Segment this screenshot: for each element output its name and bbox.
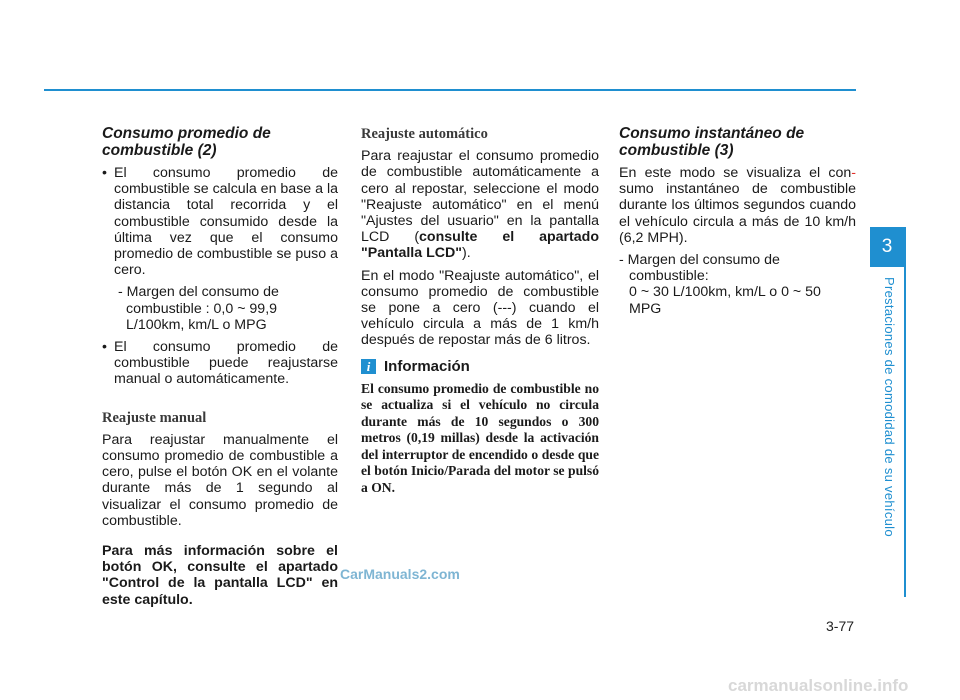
section-heading-average: Consumo promedio de combustible (2)	[102, 125, 271, 159]
chapter-rule	[904, 227, 906, 597]
auto-reset-text: Para reajustar el consumo promedio de combustible automáticamente a cero al repostar, seleccione el modo "Reajuste automático" en el menú "Ajustes del usuario" en la pantalla LCD (consulte el apartado "Pantalla LCD").	[361, 148, 599, 262]
bullet-reset-modes: • El consumo promedio de combustible puede reajustarse manual o automáticamente.	[102, 339, 338, 388]
auto-reset-heading: Reajuste automático	[361, 126, 488, 142]
range-note: - Margen del consumo de combustible : 0,0 ~ 99,9 L/100km, km/L o MPG	[118, 284, 279, 333]
instant-range-label: - Margen del consumo de combustible:	[619, 252, 780, 285]
chapter-title: Prestaciones de comodidad de su vehículo	[882, 277, 897, 537]
watermark-corner: carmanualsonline.info	[728, 676, 909, 695]
chapter-tab: 3	[870, 227, 904, 267]
section-heading-instant: Consumo instantáneo de combustible (3)	[619, 125, 805, 159]
instant-range-value: 0 ~ 30 L/100km, km/L o 0 ~ 50 MPG	[629, 284, 821, 317]
bullet-average-calc: • El consumo promedio de combustible se calcula en base a la distancia total recorrida y el combustible consumido desde la última vez que el consumo promedio de combustible se puso a cero.	[102, 165, 338, 278]
info-title: Información	[384, 357, 470, 375]
info-box-header	[361, 359, 599, 375]
auto-reset-mode-text: En el modo "Reajuste automático", el consumo promedio de combustible se pone a cero (---) cuando el vehículo circula a más de 1 km/h después de repostar más de 6 litros.	[361, 267, 599, 349]
column-left	[102, 126, 338, 614]
manual-reset-text: Para reajustar manualmente el consumo promedio de combustible a cero, pulse el botón OK en el volante durante más de 1 segundo al visualizar el consumo promedio de combustible.	[102, 431, 338, 529]
instant-consumption-text: En este modo se visualiza el con-sumo instantáneo de combustible durante los últimos segundos cuando el vehículo circula a más de 10 km/h (6,2 MPH).	[619, 165, 856, 246]
info-text: El consumo promedio de combustible no se actualiza si el vehículo no circula durante más de 10 segundos o 300 metros (0,19 millas) desde la activación del interruptor de encendido o desde que el botón Inicio/Parada del motor se pulsó a ON.	[361, 380, 599, 495]
ok-button-note: Para más información sobre el botón OK, consulte el apartado "Control de la pantalla LCD" en este capítulo.	[102, 543, 338, 608]
page-number: 3-77	[826, 618, 855, 634]
watermark-inline: CarManuals2.com	[340, 566, 460, 582]
column-middle	[361, 126, 599, 496]
lcd-reference: consulte el apartado "Pantalla LCD"	[361, 229, 599, 262]
column-right	[619, 126, 856, 317]
manual-reset-heading: Reajuste manual	[102, 409, 207, 426]
info-icon: i	[361, 359, 376, 374]
header-rule	[44, 89, 856, 91]
